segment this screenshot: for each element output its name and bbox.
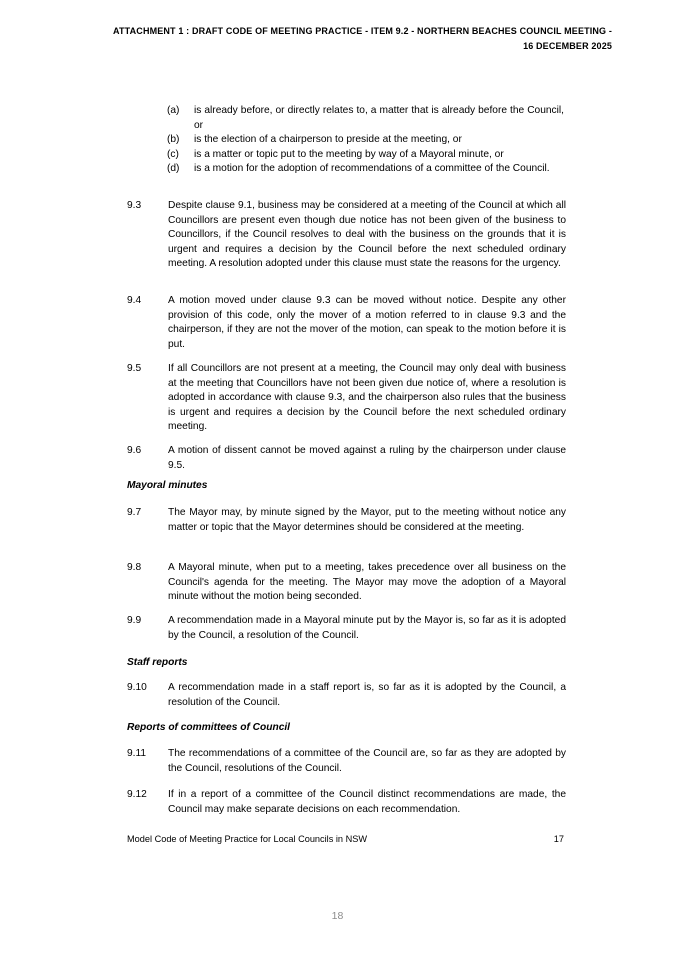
- clause-text: A motion moved under clause 9.3 can be moved without notice. Despite any other provision of this code, only the mover of a motion referred to in clause 9.3 and the chairperson, if they are not the mover of the motion, can speak to the motion before it is put.: [168, 295, 566, 350]
- subclause-list: [167, 104, 564, 177]
- clause-text: A recommendation made in a Mayoral minute put by the Mayor is, so far as it is adopted by the Council, a resolution of the Council.: [168, 615, 566, 641]
- clause-9-8: [127, 561, 566, 605]
- subclause-text: is a motion for the adoption of recommendations of a committee of the Council.: [194, 163, 550, 174]
- clause-9-7: [127, 506, 566, 535]
- clause-text: A recommendation made in a staff report is, so far as it is adopted by the Council, a resolution of the Council.: [168, 682, 566, 708]
- subclause-label: (b): [167, 134, 180, 145]
- document-footer: [127, 833, 564, 846]
- clause-text: The Mayor may, by minute signed by the Mayor, put to the meeting without notice any matter or topic that the Mayor determines should be considered at the meeting.: [168, 507, 566, 533]
- clause-text: Despite clause 9.1, business may be considered at a meeting of the Council at which all Councillors are present even though due notice has not been given of the business to Councillors, if the Council resolves to deal with the business on the grounds that it is urgent and requires a decision by the Council before the next scheduled ordinary meeting. A resolution adopted under this clause must state the reasons for the urgency.: [168, 200, 566, 269]
- clause-number: 9.3: [127, 200, 142, 211]
- footer-title: Model Code of Meeting Practice for Local Councils in NSW: [127, 834, 368, 844]
- clause-text: If all Councillors are not present at a meeting, the Council may only deal with business at the meeting that Councillors have not been given due notice of, where a resolution is adopted in accordance with clause 9.3, and the chairperson also rules that the business is urgent and requires a decision by the Council before the next scheduled ordinary meeting.: [168, 363, 566, 432]
- clause-9-10: [127, 681, 566, 710]
- clause-number: 9.7: [127, 507, 142, 518]
- subclause-label: (d): [167, 163, 180, 174]
- clause-text: The recommendations of a committee of the Council are, so far as they are adopted by the Council, resolutions of the Council.: [168, 748, 566, 774]
- clause-number: 9.11: [127, 748, 147, 759]
- footer-page-number: 17: [553, 834, 564, 844]
- clause-number: 9.8: [127, 562, 142, 573]
- clause-9-11: [127, 747, 566, 776]
- subclause-item-b: [167, 133, 564, 148]
- clause-number: 9.5: [127, 363, 142, 374]
- clause-9-12: [127, 788, 566, 817]
- subclause-text: is already before, or directly relates to, a matter that is already before the Council, or: [194, 105, 564, 131]
- clause-number: 9.4: [127, 295, 142, 306]
- subclause-item-d: [167, 162, 564, 177]
- clause-9-4: [127, 294, 566, 352]
- outer-page-number: 18: [331, 910, 344, 922]
- attachment-header-line2: 16 DECEMBER 2025: [523, 40, 612, 51]
- clause-9-5: [127, 362, 566, 435]
- subclause-label: (c): [167, 148, 179, 160]
- heading-reports-of-committees: Reports of committees of Council: [127, 722, 291, 733]
- subclause-item-a: [167, 104, 564, 133]
- subclause-text: is a matter or topic put to the meeting by way of a Mayoral minute, or: [194, 148, 504, 160]
- clause-text: If in a report of a committee of the Council distinct recommendations are made, the Council may make separate decisions on each recommendation.: [168, 789, 566, 815]
- clause-number: 9.12: [127, 789, 147, 800]
- subclause-item-c: [167, 148, 564, 163]
- heading-staff-reports: Staff reports: [127, 657, 188, 668]
- clause-9-3: [127, 199, 566, 272]
- subclause-label: (a): [167, 105, 180, 116]
- clause-text: A Mayoral minute, when put to a meeting, takes precedence over all business on the Council's agenda for the meeting. The Mayor may move the adoption of a Mayoral minute without the motion being seconded.: [168, 562, 566, 602]
- heading-mayoral-minutes: Mayoral minutes: [127, 480, 208, 491]
- clause-number: 9.10: [127, 682, 147, 693]
- clause-number: 9.6: [127, 445, 142, 456]
- subclause-text: is the election of a chairperson to preside at the meeting, or: [194, 134, 462, 145]
- attachment-header: [58, 24, 612, 53]
- clause-9-9: [127, 614, 566, 643]
- clause-9-6: [127, 444, 566, 473]
- clause-text: A motion of dissent cannot be moved against a ruling by the chairperson under clause 9.5.: [168, 445, 566, 471]
- attachment-header-line1: ATTACHMENT 1 : DRAFT CODE OF MEETING PRACTICE - ITEM 9.2 - NORTHERN BEACHES COUNCIL MEETING -: [113, 26, 612, 36]
- clause-number: 9.9: [127, 615, 142, 626]
